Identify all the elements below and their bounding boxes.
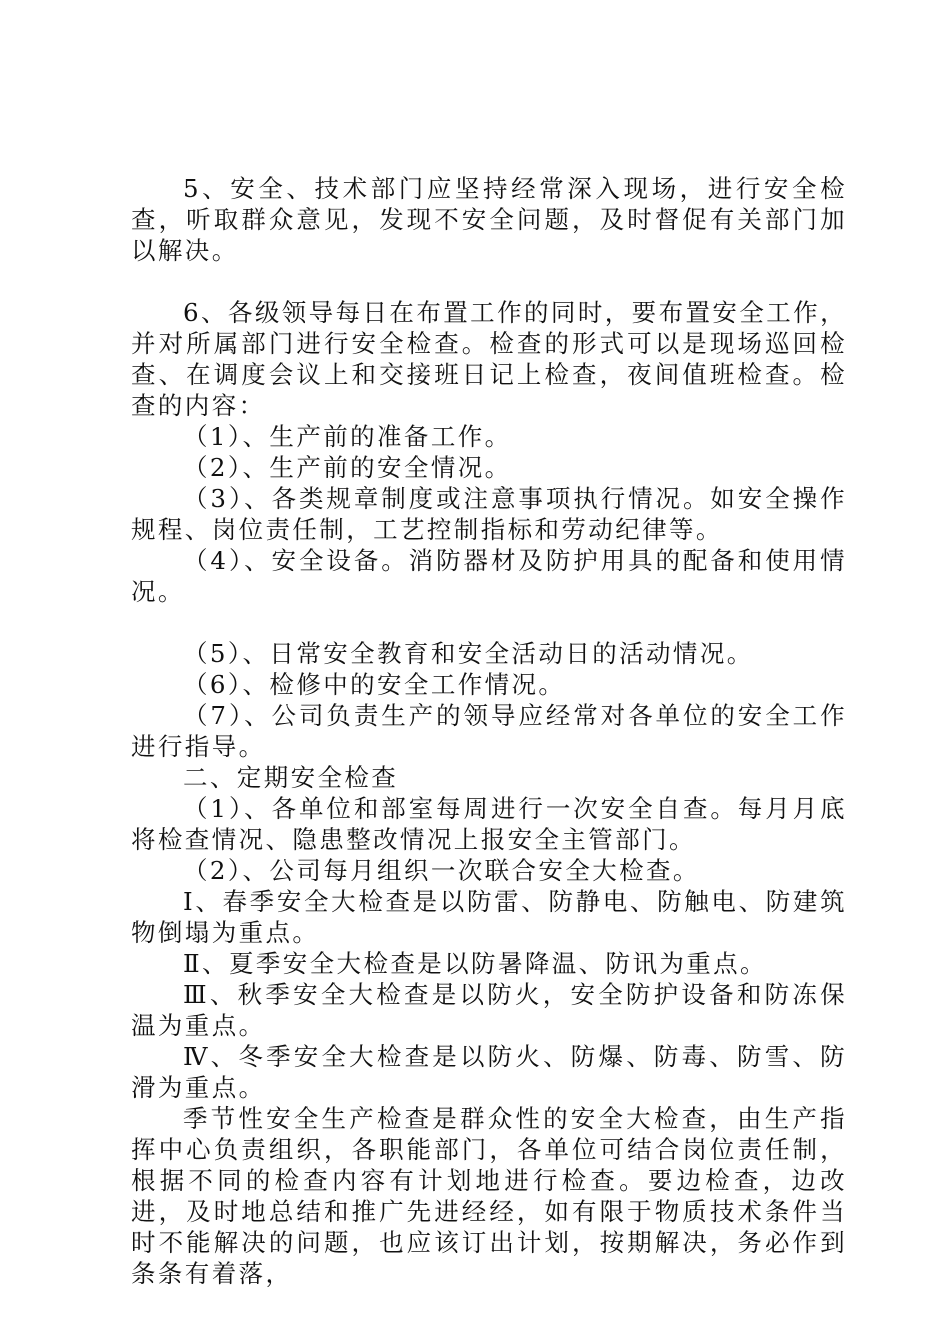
season-item-spring: Ⅰ、春季安全大检查是以防雷、防静电、防触电、防建筑物倒塌为重点。 [131,887,847,947]
document-body [131,173,847,1289]
section-heading-periodic-check: 二、定期安全检查 [183,763,399,792]
season-item-winter: Ⅳ、冬季安全大检查是以防火、防爆、防毒、防雪、防滑为重点。 [131,1042,847,1102]
paragraph-item-5: 5、安全、技术部门应坚持经常深入现场，进行安全检查，听取群众意见，发现不安全问题，及时督促有关部门加以解决。 [131,174,847,265]
check-item-3: （3）、各类规章制度或注意事项执行情况。如安全操作规程、岗位责任制，工艺控制指标和劳动纪律等。 [131,484,847,544]
periodic-item-2: （2）、公司每月组织一次联合安全大检查。 [183,856,700,885]
check-item-7: （7）、公司负责生产的领导应经常对各单位的安全工作进行指导。 [131,701,847,761]
season-item-summer: Ⅱ、夏季安全大检查是以防暑降温、防讯为重点。 [183,949,767,978]
paragraph-item-6: 6、各级领导每日在布置工作的同时，要布置安全工作，并对所属部门进行安全检查。检查的形式可以是现场巡回检查、在调度会议上和交接班日记上检查，夜间值班检查。检查的内容： [131,298,847,420]
check-item-6: （6）、检修中的安全工作情况。 [183,670,566,699]
seasonal-check-paragraph: 季节性安全生产检查是群众性的安全大检查，由生产指挥中心负责组织，各职能部门，各单位可结合岗位责任制，根据不同的检查内容有计划地进行检查。要边检查，边改进，及时地总结和推广先进经经，如有限于物质技术条件当时不能解决的问题，也应该订出计划，按期解决，务必作到条条有着落， [131,1104,847,1288]
check-item-2: （2）、生产前的安全情况。 [183,453,512,482]
season-item-autumn: Ⅲ、秋季安全大检查是以防火，安全防护设备和防冻保温为重点。 [131,980,847,1040]
paragraph-gap [131,266,847,297]
periodic-item-1: （1）、各单位和部室每周进行一次安全自查。每月月底将检查情况、隐患整改情况上报安全主管部门。 [131,794,847,854]
check-item-5: （5）、日常安全教育和安全活动日的活动情况。 [183,639,754,668]
check-item-1: （1）、生产前的准备工作。 [183,422,512,451]
check-item-4: （4）、安全设备。消防器材及防护用具的配备和使用情况。 [131,546,847,606]
paragraph-gap [131,607,847,638]
